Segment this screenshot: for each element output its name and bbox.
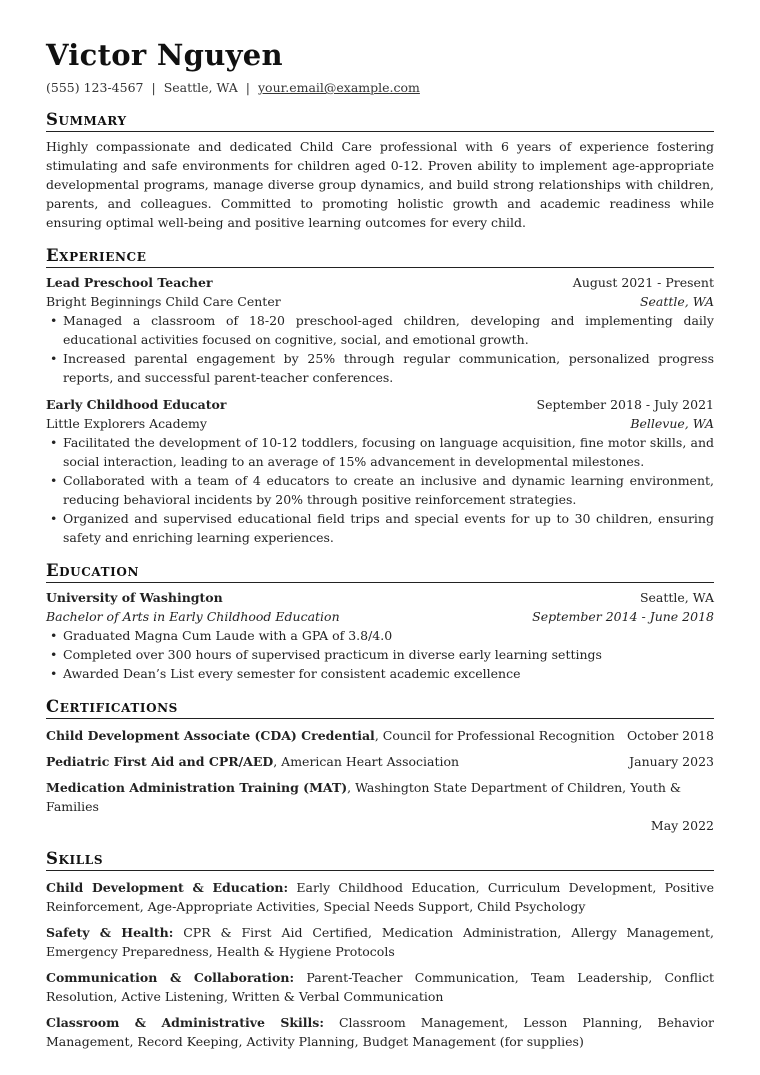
skill-text: Classroom Management, Lesson Planning, Behavior Management, Record Keeping, Activity Planning, Budget Management (for supplies) (46, 1015, 714, 1049)
education-section (46, 561, 714, 683)
skill-group (46, 923, 714, 961)
certification-item (46, 778, 714, 835)
job-dates: August 2021 - Present (572, 275, 714, 290)
skill-group (46, 878, 714, 916)
skill-group (46, 968, 714, 1006)
degree: Bachelor of Arts in Early Childhood Education (46, 609, 340, 624)
certification-date: January 2023 (629, 754, 714, 769)
skill-label: Communication & Collaboration: (46, 970, 295, 985)
list-item: • Collaborated with a team of 4 educators to create an inclusive and dynamic learning environment, reducing behavioral incidents by 20% through positive reinforcement strategies. (63, 471, 714, 509)
skill-label: Classroom & Administrative Skills: (46, 1015, 324, 1030)
contact-separator: | (151, 80, 156, 95)
section-title-education: Education (46, 561, 714, 583)
skill-text: CPR & First Aid Certified, Medication Administration, Allergy Management, Emergency Preparedness, Health & Hygiene Protocols (46, 925, 715, 959)
job-entry (46, 395, 714, 547)
school-name: University of Washington (46, 590, 223, 605)
experience-section (46, 246, 714, 547)
contact-separator: | (245, 80, 250, 95)
list-item: • Completed over 300 hours of supervised practicum in diverse early learning settings (63, 645, 714, 664)
contact-email-link[interactable]: your.email@example.com (257, 80, 420, 95)
skills-section (46, 849, 714, 1051)
certification-item (46, 726, 714, 745)
candidate-name: Victor Nguyen (46, 38, 283, 72)
list-item: • Awarded Dean’s List every semester for consistent academic excellence (63, 664, 714, 683)
certification-issuer: , Council for Professional Recognition (374, 728, 615, 743)
section-title-summary: Summary (46, 110, 714, 132)
section-title-certifications: Certifications (46, 697, 714, 719)
skill-label: Safety & Health: (46, 925, 174, 940)
contact-location: Seattle, WA (163, 80, 238, 95)
certifications-section (46, 697, 714, 835)
job-location: Seattle, WA (639, 294, 714, 309)
certification-date: October 2018 (627, 728, 714, 743)
certification-date: May 2022 (650, 818, 714, 833)
certification-name: Child Development Associate (CDA) Credential (46, 728, 375, 743)
job-entry (46, 273, 714, 387)
contact-phone: (555) 123-4567 (46, 80, 144, 95)
certification-name: Pediatric First Aid and CPR/AED (46, 754, 274, 769)
list-item: • Graduated Magna Cum Laude with a GPA of 3.8/4.0 (63, 626, 714, 645)
job-dates: September 2018 - July 2021 (536, 397, 714, 412)
job-bullets (46, 311, 714, 387)
job-org: Little Explorers Academy (46, 416, 207, 431)
list-item: • Managed a classroom of 18-20 preschool-aged children, developing and implementing daily educational activities focused on cognitive, social, and emotional growth. (63, 311, 714, 349)
list-item: • Increased parental engagement by 25% through regular communication, personalized progress reports, and successful parent-teacher conferences. (63, 349, 714, 387)
skill-group (46, 1013, 714, 1051)
job-role: Lead Preschool Teacher (46, 275, 213, 290)
summary-text: Highly compassionate and dedicated Child Care professional with 6 years of experience fostering stimulating and safe environments for children aged 0-12. Proven ability to implement age-appropriate developmental programs, manage diverse group dynamics, and build strong relationships with children, parents, and colleagues. Committed to promoting holistic growth and academic readiness while ensuring optimal well-being and positive learning outcomes for every child. (46, 139, 714, 230)
education-entry (46, 588, 714, 683)
skill-text: Early Childhood Education, Curriculum Development, Positive Reinforcement, Age-Appropriate Activities, Special Needs Support, Child Psychology (46, 880, 714, 914)
education-bullets (46, 626, 714, 683)
skill-label: Child Development & Education: (46, 880, 289, 895)
list-item: • Organized and supervised educational field trips and special events for up to 30 children, ensuring safety and enriching learning experiences. (63, 509, 714, 547)
contact-line (46, 80, 714, 96)
section-title-skills: Skills (46, 849, 714, 871)
education-dates: September 2014 - June 2018 (532, 609, 714, 624)
certification-item (46, 752, 714, 771)
skill-text: Parent-Teacher Communication, Team Leadership, Conflict Resolution, Active Listening, Written & Verbal Communication (46, 970, 714, 1004)
certification-issuer: , American Heart Association (273, 754, 460, 769)
job-bullets (46, 433, 714, 547)
job-org: Bright Beginnings Child Care Center (46, 294, 281, 309)
school-location: Seattle, WA (639, 590, 714, 605)
certification-name: Medication Administration Training (MAT) (46, 780, 348, 795)
list-item: • Facilitated the development of 10-12 toddlers, focusing on language acquisition, fine motor skills, and social interaction, leading to an average of 15% advancement in developmental milestones. (63, 433, 714, 471)
certification-issuer: , Washington State Department of Children, Youth & Families (46, 780, 682, 814)
job-role: Early Childhood Educator (46, 397, 227, 412)
section-title-experience: Experience (46, 246, 714, 268)
job-location: Bellevue, WA (630, 416, 714, 431)
summary-section (46, 110, 714, 232)
